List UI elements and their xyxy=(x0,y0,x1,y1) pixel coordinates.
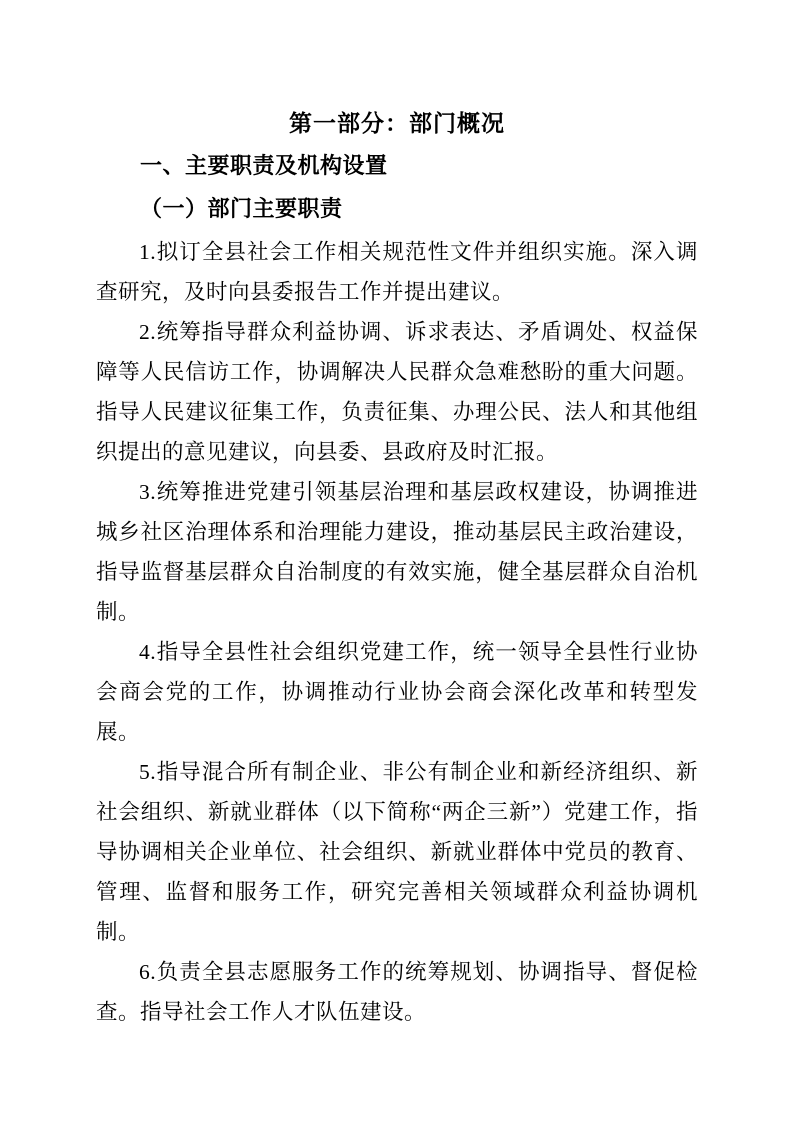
paragraph-6: 6.负责全县志愿服务工作的统筹规划、协调指导、督促检查。指导社会工作人才队伍建设。 xyxy=(96,960,698,1024)
document-content xyxy=(96,103,698,1032)
paragraph-3: 3.统筹推进党建引领基层治理和基层政权建设，协调推进城乡社区治理体系和治理能力建设，推动基层民主政治建设，指导监督基层群众自治制度的有效实施，健全基层群众自治机制。 xyxy=(96,480,698,624)
section-heading: 一、主要职责及机构设置 xyxy=(140,153,388,178)
subsection-heading: （一）部门主要职责 xyxy=(140,196,343,221)
paragraph-1: 1.拟订全县社会工作相关规范性文件并组织实施。深入调查研究，及时向县委报告工作并提出建议。 xyxy=(96,240,698,304)
page-title: 第一部分：部门概况 xyxy=(289,110,505,136)
paragraph-5: 5.指导混合所有制企业、非公有制企业和新经济组织、新社会组织、新就业群体（以下简称“两企三新”）党建工作，指导协调相关企业单位、社会组织、新就业群体中党员的教育、管理、监督和服务工作，研究完善相关领域群众利益协调机制。 xyxy=(96,760,698,944)
paragraph-4: 4.指导全县性社会组织党建工作，统一领导全县性行业协会商会党的工作，协调推动行业协会商会深化改革和转型发展。 xyxy=(96,640,698,744)
paragraph-2: 2.统筹指导群众利益协调、诉求表达、矛盾调处、权益保障等人民信访工作，协调解决人民群众急难愁盼的重大问题。指导人民建议征集工作，负责征集、办理公民、法人和其他组织提出的意见建议，向县委、县政府及时汇报。 xyxy=(96,320,698,464)
